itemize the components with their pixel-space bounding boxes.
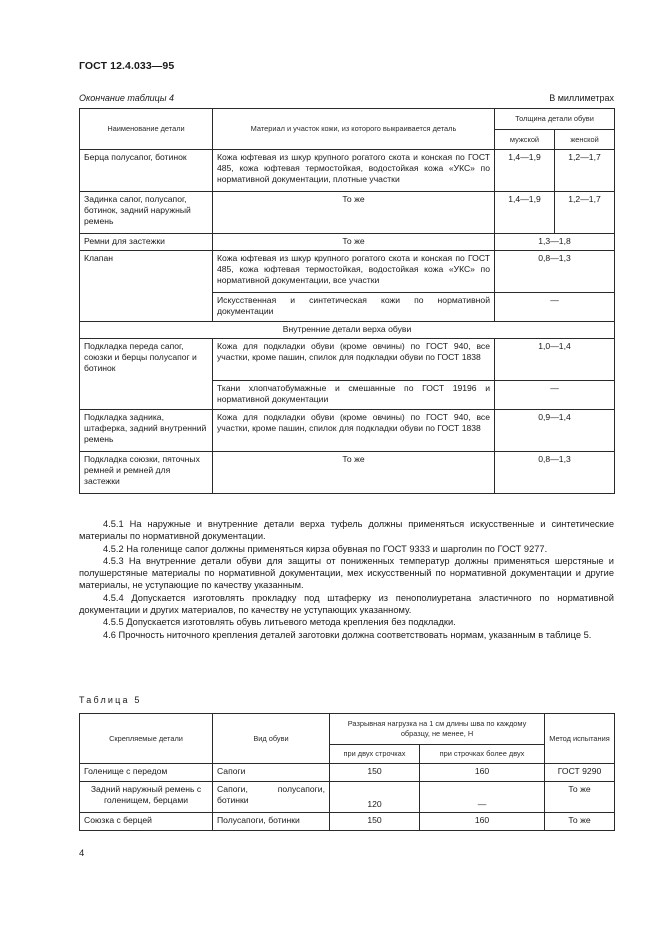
thickness-male: 1,4—1,9 — [495, 192, 555, 234]
part-name: Подкладка союзки, пяточных ремней и ремней для застежки — [80, 452, 213, 494]
thickness-both: 1,0—1,4 — [495, 339, 615, 381]
paragraph-4-5-2: 4.5.2 На голенище сапог должны применяться кирза обувная по ГОСТ 9333 и шарголин по ГОСТ 9277. — [103, 543, 548, 554]
paragraph-4-5-1: 4.5.1 На наружные и внутренние детали верха туфель должны применяться искусственные и синтетические материалы по нормативной документации. — [79, 519, 614, 542]
part-name: Клапан — [80, 251, 213, 322]
part-name: Подкладка переда сапог, союзки и берцы полусапог и ботинок — [80, 339, 213, 410]
thickness-both: 0,8—1,3 — [495, 251, 615, 293]
shoe-cell: Сапоги — [213, 764, 330, 782]
table-row — [80, 782, 615, 813]
load-more-cell: — — [420, 782, 545, 813]
table-row — [80, 150, 615, 192]
section-row — [80, 322, 615, 339]
table4-units: В миллиметрах — [549, 93, 614, 103]
table4-header-male: мужской — [495, 130, 555, 150]
table-row — [80, 234, 615, 251]
load-two-cell: 150 — [330, 764, 420, 782]
thickness-both: — — [495, 293, 615, 322]
parts-cell: Задний наружный ремень с голенищем, берцами — [80, 782, 213, 813]
body-paragraphs — [79, 518, 614, 641]
material-cell: Ткани хлопчатобумажные и смешанные по ГОСТ 19196 и нормативной документации — [213, 381, 495, 410]
table5-header-parts: Скрепляемые детали — [80, 714, 213, 764]
table5-header-more: при строчках более двух — [420, 745, 545, 764]
table4 — [79, 108, 615, 494]
table4-header-material: Материал и участок кожи, из которого выкраивается деталь — [213, 109, 495, 150]
table5-header-method: Метод испытания — [545, 714, 615, 764]
table4-header-row — [80, 109, 615, 130]
document-header: ГОСТ 12.4.033—95 — [79, 60, 175, 72]
parts-cell: Союзка с берцей — [80, 813, 213, 831]
part-name: Берца полусапог, ботинок — [80, 150, 213, 192]
table5-header-two: при двух строчках — [330, 745, 420, 764]
material-cell: Кожа юфтевая из шкур крупного рогатого скота и конская по ГОСТ 485, кожа юфтевая термостойкая, водостойкая кожа «УКС» по нормативной документации, все участки — [213, 251, 495, 293]
table4-header-part: Наименование детали — [80, 109, 213, 150]
table5-header-shoe: Вид обуви — [213, 714, 330, 764]
paragraph-4-5-5: 4.5.5 Допускается изготовлять обувь литьевого метода крепления без подкладки. — [103, 617, 456, 628]
material-cell: Кожа юфтевая из шкур крупного рогатого скота и конская по ГОСТ 485, кожа юфтевая термостойкая, водостойкая кожа «УКС» по нормативной документации, плотные участки — [213, 150, 495, 192]
load-more-cell: 160 — [420, 764, 545, 782]
table-row — [80, 339, 615, 381]
table-row — [80, 410, 615, 452]
part-name: Подкладка задника, штаферка, задний внутренний ремень — [80, 410, 213, 452]
load-two-cell: 150 — [330, 813, 420, 831]
material-cell: Кожа для подкладки обуви (кроме овчины) по ГОСТ 940, все участки, кроме пашин, спилок для подкладки обуви по ГОСТ 1838 — [213, 339, 495, 381]
thickness-both: — — [495, 381, 615, 410]
page-number: 4 — [79, 848, 85, 859]
method-cell: То же — [545, 813, 615, 831]
material-cell: То же — [213, 192, 495, 234]
table-row — [80, 452, 615, 494]
shoe-cell: Сапоги, полусапоги, ботинки — [213, 782, 330, 813]
table5-header-row — [80, 714, 615, 745]
thickness-female: 1,2—1,7 — [555, 150, 615, 192]
parts-cell: Голенище с передом — [80, 764, 213, 782]
table4-header-female: женской — [555, 130, 615, 150]
table-row — [80, 764, 615, 782]
load-more-cell: 160 — [420, 813, 545, 831]
method-cell: То же — [545, 782, 615, 813]
table-row — [80, 192, 615, 234]
paragraph-4-6: 4.6 Прочность ниточного крепления деталей заготовки должна соответствовать нормам, указанным в таблице 5. — [103, 629, 592, 640]
table4-header-thickness: Толщина детали обуви — [495, 109, 615, 130]
shoe-cell: Полусапоги, ботинки — [213, 813, 330, 831]
load-two-cell: 120 — [330, 782, 420, 813]
part-name: Задинка сапог, полусапог, ботинок, задний наружный ремень — [80, 192, 213, 234]
table5-caption: Таблица 5 — [79, 695, 142, 705]
material-cell: То же — [213, 234, 495, 251]
table-row — [80, 251, 615, 293]
thickness-female: 1,2—1,7 — [555, 192, 615, 234]
table-row — [80, 813, 615, 831]
part-name: Ремни для застежки — [80, 234, 213, 251]
table4-caption: Окончание таблицы 4 — [79, 93, 174, 103]
thickness-both: 0,8—1,3 — [495, 452, 615, 494]
material-cell: Искусственная и синтетическая кожи по нормативной документации — [213, 293, 495, 322]
section-title: Внутренние детали верха обуви — [80, 322, 615, 339]
thickness-both: 1,3—1,8 — [495, 234, 615, 251]
paragraph-4-5-4: 4.5.4 Допускается изготовлять прокладку под штаферку из пенополиуретана эластичного по нормативной документации и других материалов, по качеству не уступающих указанному. — [79, 592, 614, 616]
method-cell: ГОСТ 9290 — [545, 764, 615, 782]
table4-caption-row — [79, 93, 614, 103]
material-cell: Кожа для подкладки обуви (кроме овчины) по ГОСТ 940, все участки, кроме пашин, спилок для подкладки обуви по ГОСТ 1838 — [213, 410, 495, 452]
thickness-both: 0,9—1,4 — [495, 410, 615, 452]
table5-header-load: Разрывная нагрузка на 1 см длины шва по каждому образцу, не менее, Н — [330, 714, 545, 745]
material-cell: То же — [213, 452, 495, 494]
paragraph-4-5-3: 4.5.3 На внутренние детали обуви для защиты от пониженных температур должны применяться шерстяные и полушерстяные материалы по нормативной документации, мех искусственный по нормативной документации и другие материалы, не уступающие по качеству указанным. — [79, 555, 614, 591]
table5 — [79, 713, 615, 831]
thickness-male: 1,4—1,9 — [495, 150, 555, 192]
